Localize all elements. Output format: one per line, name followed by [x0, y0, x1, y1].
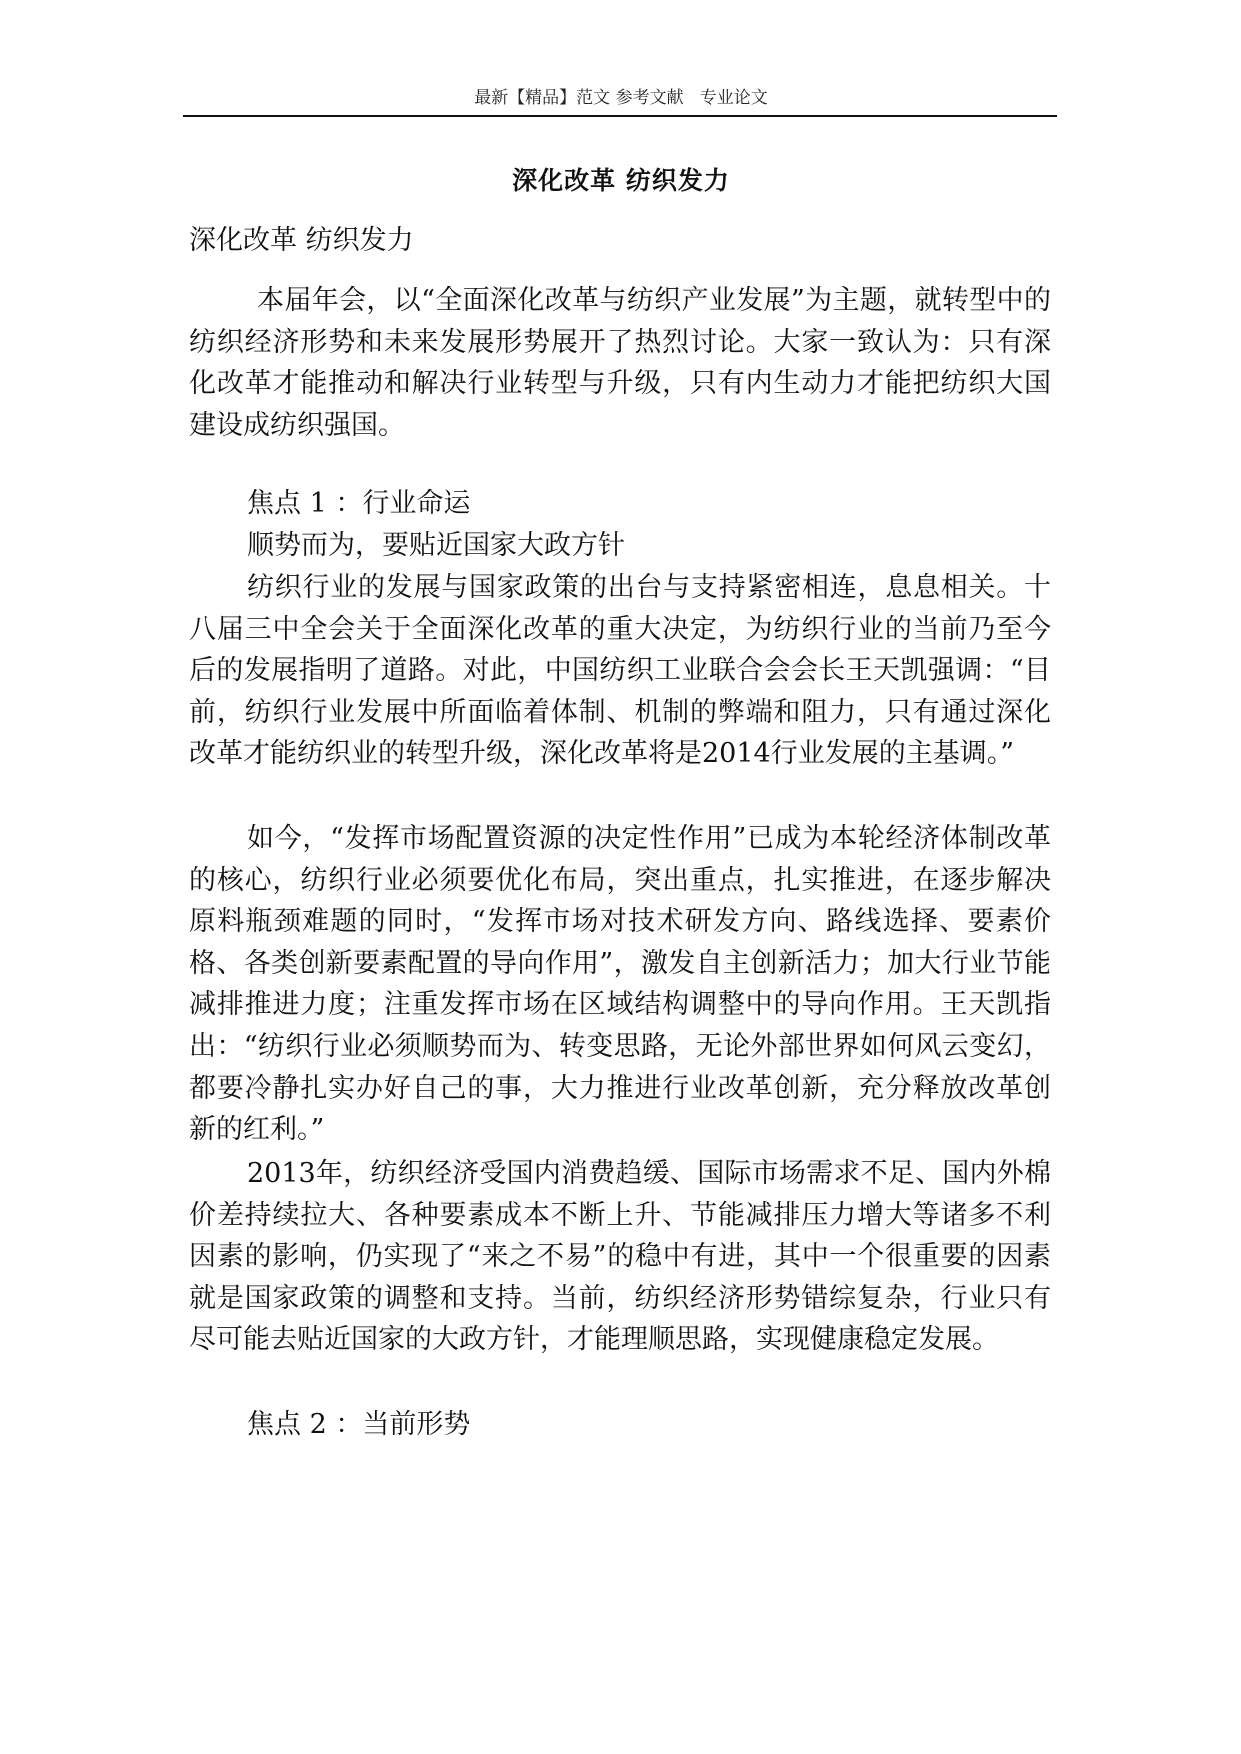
- header-divider: [183, 115, 1057, 117]
- paragraph-policy: 纺织行业的发展与国家政策的出台与支持紧密相连，息息相关。十八届三中全会关于全面深化改革的重大决定，为纺织行业的当前乃至今后的发展指明了道路。对此，中国纺织工业联合会会长王天凯强调：“目前，纺织行业发展中所面临着体制、机制的弊端和阻力，只有通过深化改革才能纺织业的转型升级，深化改革将是2014行业发展的主基调。”: [189, 572, 1051, 770]
- document-subtitle: 深化改革 纺织发力: [189, 225, 414, 256]
- paragraph-market: 如今，“发挥市场配置资源的决定性作用”已成为本轮经济体制改革的核心，纺织行业必须要优化布局，突出重点，扎实推进，在逐步解决原料瓶颈难题的同时，“发挥市场对技术研发方向、路线选择、要素价格、各类创新要素配置的导向作用”，激发自主创新活力；加大行业节能减排推进力度；注重发挥市场在区域结构调整中的导向作用。王天凯指出：“纺织行业必须顺势而为、转变思路，无论外部世界如何风云变幻，都要冷静扎实办好自己的事，大力推进行业改革创新，充分释放改革创新的红利。”: [189, 823, 1051, 1146]
- paragraph-2013: 2013年，纺织经济受国内消费趋缓、国际市场需求不足、国内外棉价差持续拉大、各种要素成本不断上升、节能减排压力增大等诸多不利因素的影响，仍实现了“来之不易”的稳中有进，其中一个很重要的因素就是国家政策的调整和支持。当前，纺织经济形势错综复杂，行业只有尽可能去贴近国家的大政方针，才能理顺思路，实现健康稳定发展。: [189, 1158, 1051, 1356]
- running-header: 最新【精品】范文 参考文献 专业论文: [474, 88, 768, 108]
- document-title: 深化改革 纺织发力: [512, 166, 730, 195]
- section-heading-focus-1: 焦点 1 ：行业命运: [247, 488, 471, 519]
- paragraph-intro: 本届年会，以“全面深化改革与纺织产业发展”为主题，就转型中的纺织经济形势和未来发展形势展开了热烈讨论。大家一致认为：只有深化改革才能推动和解决行业转型与升级，只有内生动力才能把纺织大国建设成纺织强国。: [189, 285, 1051, 441]
- section-subheading: 顺势而为，要贴近国家大政方针: [247, 530, 625, 561]
- section-heading-focus-2: 焦点 2 ：当前形势: [247, 1409, 471, 1440]
